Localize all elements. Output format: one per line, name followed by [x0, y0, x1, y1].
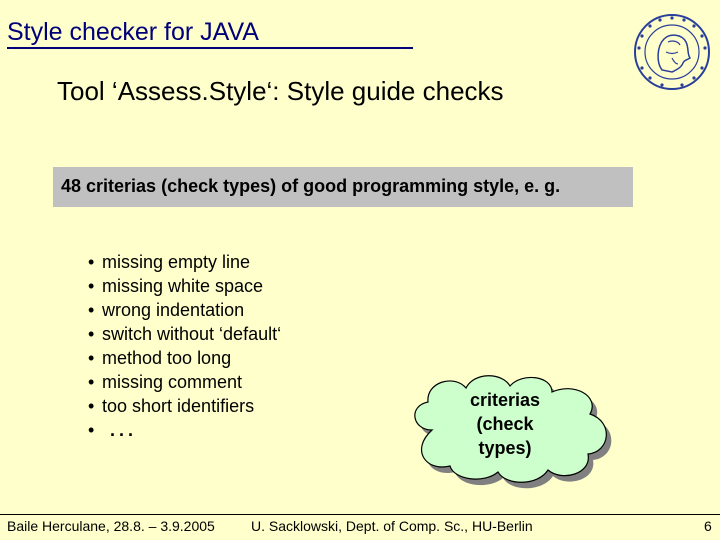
list-item-text: method too long [102, 348, 232, 368]
title-underline [7, 47, 413, 49]
criteria-banner-text: 48 criterias (check types) of good programming style, e. g. [61, 176, 561, 196]
list-item-ellipsis [88, 418, 281, 442]
list-item-text: ... [110, 420, 138, 440]
list-item [88, 370, 281, 394]
bullet-icon: • [88, 420, 95, 440]
cloud-label-line: criterias [469, 390, 541, 410]
list-item-text: missing comment [102, 372, 243, 392]
bullet-icon: • [88, 372, 95, 392]
slide-subtitle: Tool ‘Assess.Style‘: Style guide checks [57, 76, 504, 106]
list-item [88, 250, 281, 274]
list-item [88, 322, 281, 346]
bullet-icon: • [88, 252, 95, 272]
footer-divider [0, 514, 720, 515]
list-item-text: too short identifiers [102, 396, 255, 416]
bullet-icon: • [88, 396, 95, 416]
bullet-icon: • [88, 324, 95, 344]
slide-title: Style checker for JAVA [7, 18, 259, 46]
list-item [88, 394, 281, 418]
cloud-label-line: (check [476, 414, 534, 434]
list-item-text: switch without ‘default‘ [102, 324, 282, 344]
bullet-icon: • [88, 348, 95, 368]
bullet-icon: • [88, 276, 95, 296]
list-item [88, 346, 281, 370]
list-item-text: wrong indentation [102, 300, 245, 320]
list-item [88, 298, 281, 322]
page-number: 6 [704, 518, 712, 534]
criteria-banner [53, 167, 633, 207]
list-item-text: missing empty line [102, 252, 251, 272]
style-check-list [88, 250, 281, 442]
list-item-text: missing white space [102, 276, 264, 296]
cloud-label-line: types) [478, 438, 532, 458]
university-seal-icon [632, 12, 712, 92]
list-item [88, 274, 281, 298]
footer-event: Baile Herculane, 28.8. – 3.9.2005 [7, 518, 215, 534]
bullet-icon: • [88, 300, 95, 320]
footer-author: U. Sacklowski, Dept. of Comp. Sc., HU-Berlin [251, 518, 533, 534]
cloud-label [450, 388, 560, 460]
